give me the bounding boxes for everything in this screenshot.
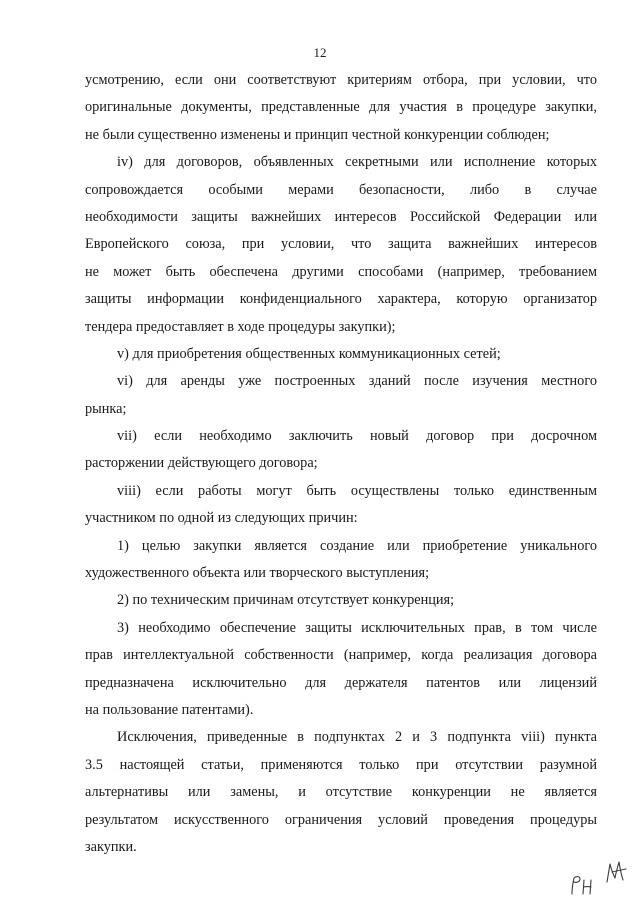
text-line: прав интеллектуальной собственности (например, когда реализация договора	[85, 647, 597, 664]
paragraph-exceptions	[85, 724, 597, 861]
text-line: Исключения, приведенные в подпунктах 2 и 3 подпункта viii) пункта	[117, 729, 597, 746]
paragraph-item-vi	[85, 368, 597, 423]
text-line: защиты информации конфиденциального характера, которую организатор	[85, 291, 597, 308]
paragraph-reason-1	[85, 533, 597, 588]
text-line: 3) необходимо обеспечение защиты исключительных прав, в том числе	[117, 619, 597, 636]
text-line: предназначена исключительно для держателя патентов или лицензий	[85, 674, 597, 691]
text-line: 3.5 настоящей статьи, применяются только при отсутствии разумной	[85, 756, 597, 773]
text-line: не может быть обеспечена другими способами (например, требованием	[85, 263, 597, 280]
text-line: участником по одной из следующих причин:	[85, 510, 358, 527]
text-line: iv) для договоров, объявленных секретными или исполнение которых	[117, 154, 597, 171]
text-line: 1) целью закупки является создание или приобретение уникального	[117, 537, 597, 554]
paragraph-reason-2	[85, 587, 597, 614]
paragraph-item-iv	[85, 149, 597, 341]
text-line: viii) если работы могут быть осуществлены только единственным	[117, 482, 597, 499]
text-line: художественного объекта или творческого выступления;	[85, 565, 430, 582]
text-line: v) для приобретения общественных коммуникационных сетей;	[117, 345, 501, 362]
text-line: результатом искусственного ограничения условий проведения процедуры	[85, 811, 597, 828]
text-line: сопровождается особыми мерами безопасности, либо в случае	[85, 181, 597, 198]
page-number: 12	[313, 45, 327, 60]
paragraph-continuation	[85, 67, 597, 149]
paragraph-item-vii	[85, 423, 597, 478]
text-line: оригинальные документы, представленные для участия в процедуре закупки,	[85, 99, 597, 116]
document-body	[85, 67, 597, 861]
text-line: расторжении действующего договора;	[85, 455, 318, 472]
paragraph-item-viii	[85, 478, 597, 533]
text-line: vi) для аренды уже построенных зданий после изучения местного	[117, 373, 597, 390]
text-line: альтернативы или замены, и отсутствие конкуренции не является	[85, 784, 597, 801]
text-line: vii) если необходимо заключить новый договор при досрочном	[117, 428, 597, 445]
text-line: не были существенно изменены и принцип честной конкуренции соблюден;	[85, 126, 550, 143]
handwritten-initials-signature	[568, 858, 630, 898]
text-line: 2) по техническим причинам отсутствует конкуренция;	[117, 592, 455, 609]
text-line: усмотрению, если они соответствуют критериям отбора, при условии, что	[85, 72, 597, 88]
text-line: на пользование патентами).	[85, 701, 254, 718]
text-line: рынка;	[85, 400, 127, 417]
text-line: закупки.	[85, 838, 137, 855]
text-line: тендера предоставляет в ходе процедуры закупки);	[85, 318, 396, 335]
text-line: необходимости защиты важнейших интересов Российской Федерации или	[85, 208, 597, 225]
text-line: Европейского союза, при условии, что защита важнейших интересов	[85, 236, 597, 253]
paragraph-item-v	[85, 341, 597, 368]
paragraph-reason-3	[85, 615, 597, 725]
